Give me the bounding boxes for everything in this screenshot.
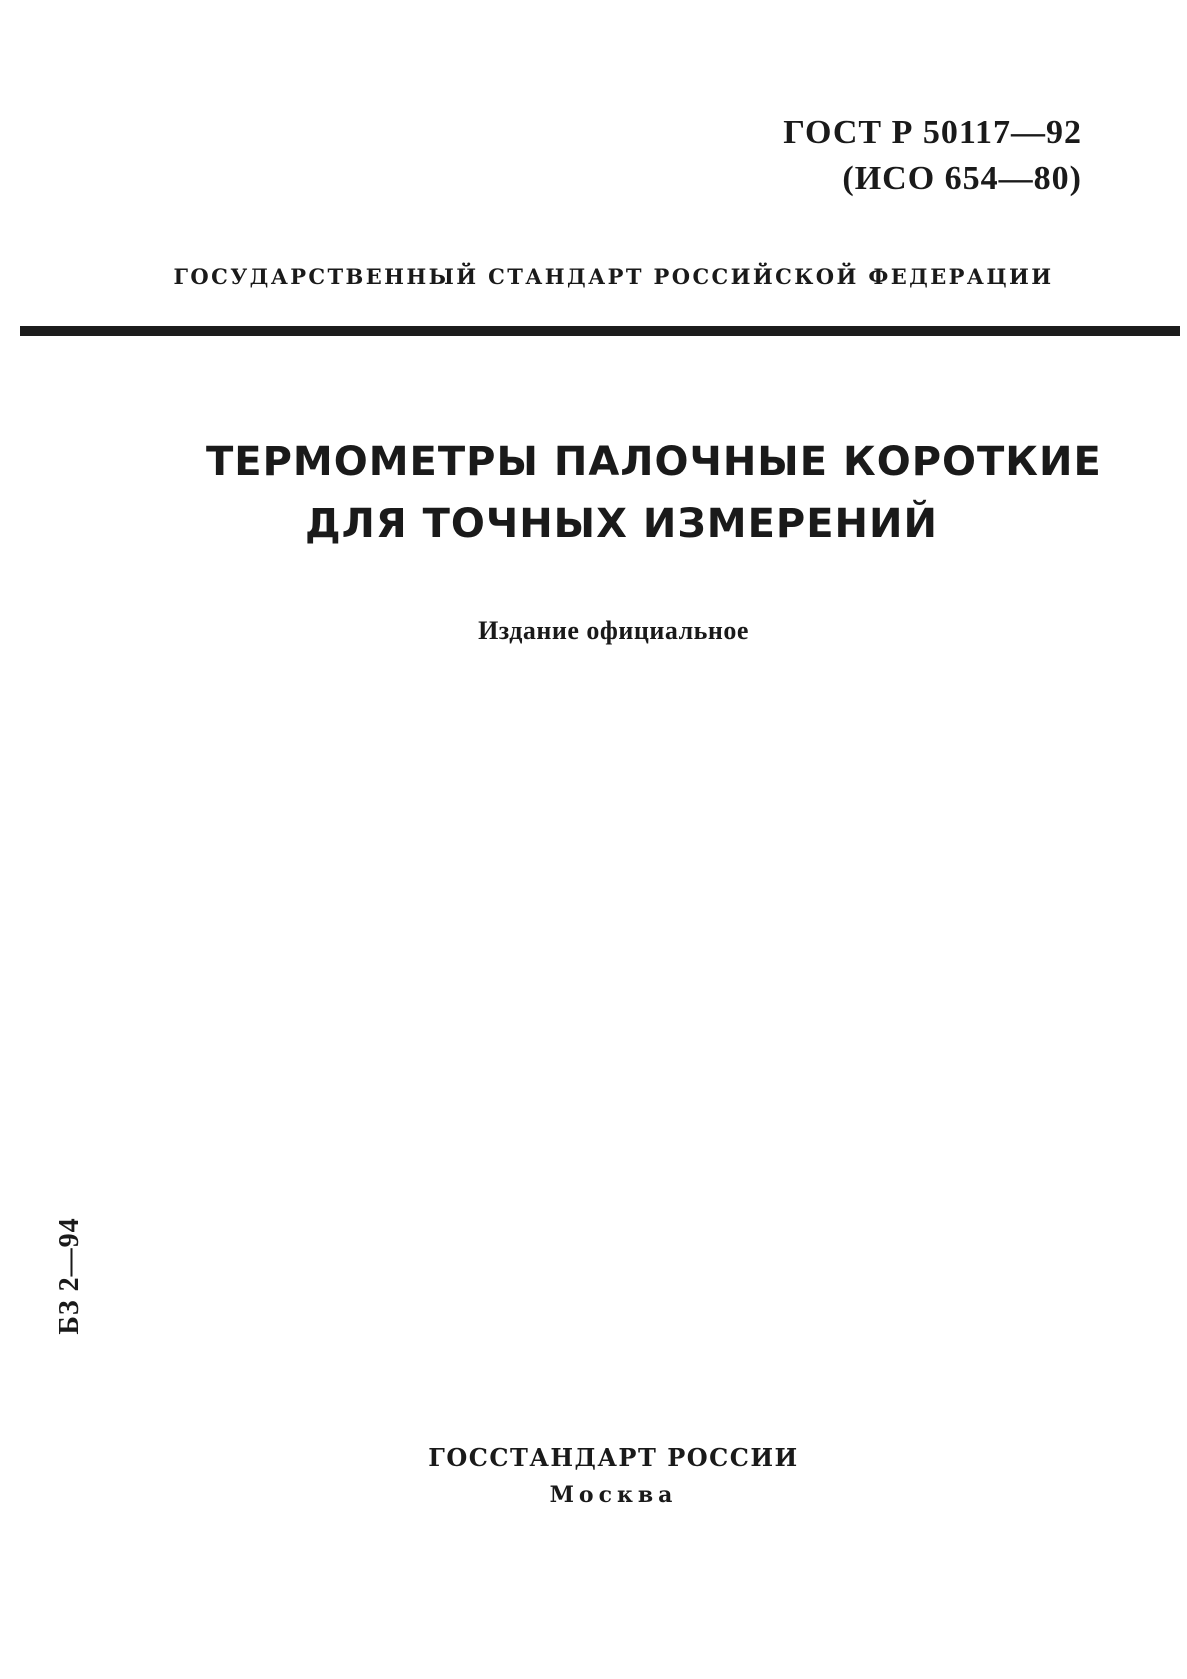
side-code: БЗ 2—94 bbox=[54, 1217, 85, 1335]
standard-header: ГОСУДАРСТВЕННЫЙ СТАНДАРТ РОССИЙСКОЙ ФЕДЕРАЦИИ bbox=[173, 264, 1054, 289]
document-title-line-1: ТЕРМОМЕТРЫ ПАЛОЧНЫЕ КОРОТКИЕ bbox=[206, 439, 1102, 485]
document-title-line-2: ДЛЯ ТОЧНЫХ ИЗМЕРЕНИЙ bbox=[305, 501, 938, 547]
header-rule bbox=[20, 326, 1180, 336]
publisher: ГОССТАНДАРТ РОССИИ bbox=[428, 1443, 799, 1472]
iso-number: (ИСО 654—80) bbox=[842, 160, 1082, 197]
gost-number: ГОСТ Р 50117—92 bbox=[783, 114, 1082, 151]
edition-label: Издание официальное bbox=[478, 616, 749, 645]
city: Москва bbox=[549, 1482, 678, 1508]
